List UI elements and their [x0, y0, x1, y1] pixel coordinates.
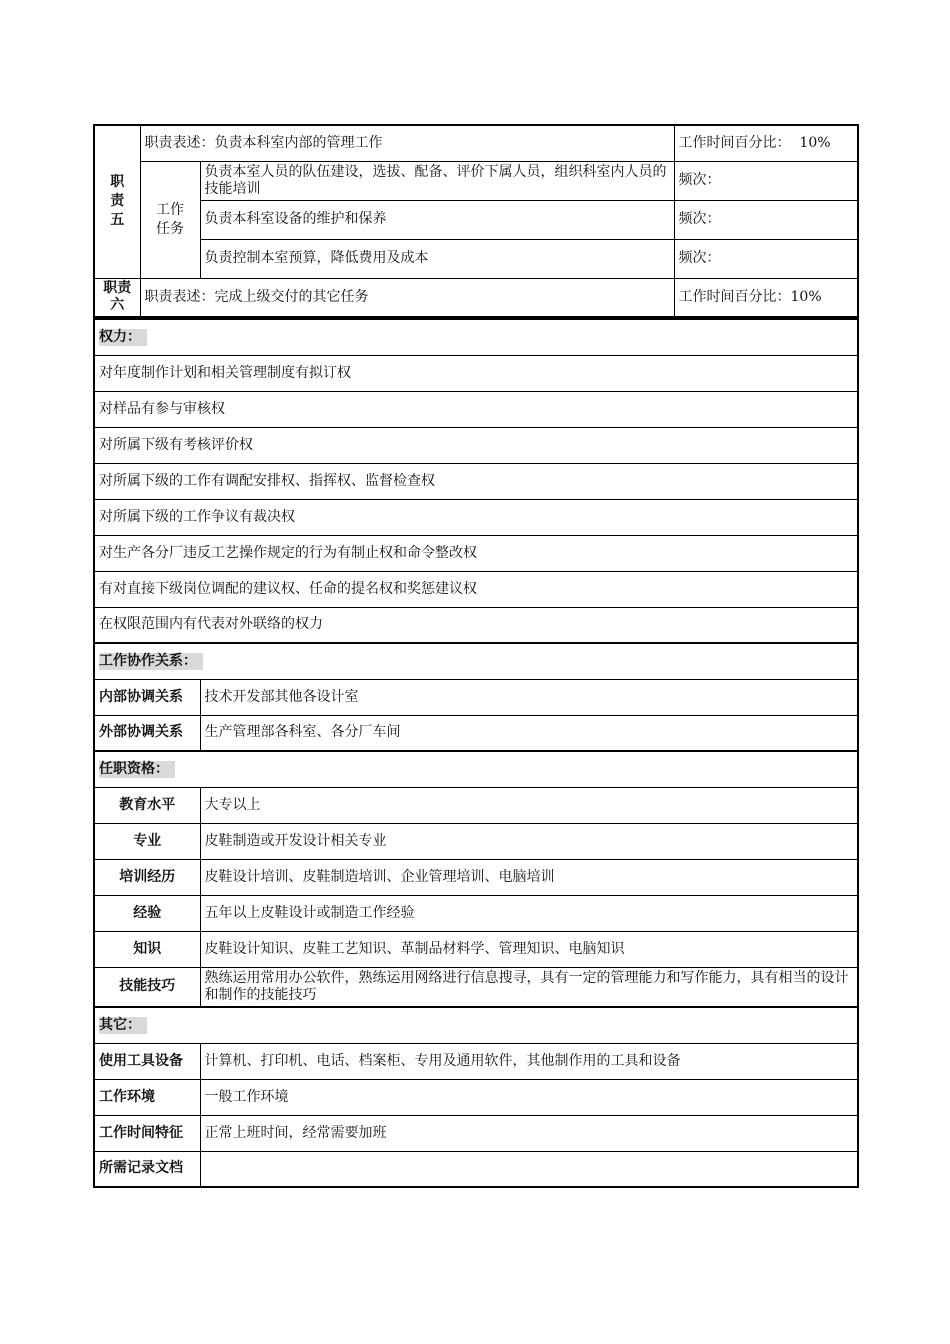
- other-records-value: [200, 1151, 858, 1187]
- duty5-label: 职 责 五: [94, 125, 140, 278]
- other-worktime-value: 正常上班时间，经常需要加班: [200, 1115, 858, 1151]
- qualification-knowledge-label: 知识: [94, 931, 200, 967]
- authority-item: 对生产各分厂违反工艺操作规定的行为有制止权和命令整改权: [94, 535, 858, 571]
- other-tools-value: 计算机、打印机、电话、档案柜、专用及通用软件，其他制作用的工具和设备: [200, 1043, 858, 1079]
- cooperation-external-value: 生产管理部各科室、各分厂车间: [200, 715, 858, 751]
- other-environment-value: 一般工作环境: [200, 1079, 858, 1115]
- other-heading: 其它：: [94, 1007, 858, 1043]
- duty5-task-label: 工作 任务: [140, 161, 200, 278]
- cooperation-heading: 工作协作关系：: [94, 643, 858, 679]
- authority-item: 有对直接下级岗位调配的建议权、任命的提名权和奖惩建议权: [94, 571, 858, 607]
- duty5-description: 职责表述：负责本科室内部的管理工作: [140, 125, 674, 161]
- authority-item: 对样品有参与审核权: [94, 391, 858, 427]
- authority-item: 对所属下级的工作有调配安排权、指挥权、监督检查权: [94, 463, 858, 499]
- other-records-label: 所需记录文档: [94, 1151, 200, 1187]
- duty5-task-1: 负责本室人员的队伍建设，选拔、配备、评价下属人员，组织科室内人员的技能培训: [200, 161, 674, 200]
- other-environment-label: 工作环境: [94, 1079, 200, 1115]
- duty5-task-3: 负责控制本室预算，降低费用及成本: [200, 239, 674, 278]
- qualification-education-label: 教育水平: [94, 787, 200, 823]
- qualification-skills-value: 熟练运用常用办公软件，熟练运用网络进行信息搜寻，具有一定的管理能力和写作能力，具有相当的设计和制作的技能技巧: [200, 967, 858, 1007]
- job-description-table: [93, 318, 859, 1188]
- authority-item: 对所属下级有考核评价权: [94, 427, 858, 463]
- duty5-task-1-frequency: 频次：: [674, 161, 858, 200]
- qualification-skills-label: 技能技巧: [94, 967, 200, 1007]
- cooperation-external-label: 外部协调关系: [94, 715, 200, 751]
- duty-table: [93, 124, 859, 318]
- authority-heading: 权力：: [94, 319, 858, 355]
- duty6-description: 职责表述：完成上级交付的其它任务: [140, 278, 674, 317]
- qualification-major-value: 皮鞋制造或开发设计相关专业: [200, 823, 858, 859]
- other-tools-label: 使用工具设备: [94, 1043, 200, 1079]
- qualification-experience-value: 五年以上皮鞋设计或制造工作经验: [200, 895, 858, 931]
- duty6-time-percent: 工作时间百分比：10%: [674, 278, 858, 317]
- qualification-major-label: 专业: [94, 823, 200, 859]
- duty5-task-3-frequency: 频次：: [674, 239, 858, 278]
- qualification-experience-label: 经验: [94, 895, 200, 931]
- cooperation-internal-value: 技术开发部其他各设计室: [200, 679, 858, 715]
- qualification-training-label: 培训经历: [94, 859, 200, 895]
- cooperation-internal-label: 内部协调关系: [94, 679, 200, 715]
- authority-item: 在权限范围内有代表对外联络的权力: [94, 607, 858, 643]
- duty5-task-2-frequency: 频次：: [674, 200, 858, 239]
- duty5-task-2: 负责本科室设备的维护和保养: [200, 200, 674, 239]
- other-worktime-label: 工作时间特征: [94, 1115, 200, 1151]
- qualification-training-value: 皮鞋设计培训、皮鞋制造培训、企业管理培训、电脑培训: [200, 859, 858, 895]
- authority-item: 对年度制作计划和相关管理制度有拟订权: [94, 355, 858, 391]
- duty6-label: 职责 六: [94, 278, 140, 317]
- duty5-time-percent: 工作时间百分比： 10%: [674, 125, 858, 161]
- qualification-knowledge-value: 皮鞋设计知识、皮鞋工艺知识、革制品材料学、管理知识、电脑知识: [200, 931, 858, 967]
- qualification-heading: 任职资格：: [94, 751, 858, 787]
- authority-item: 对所属下级的工作争议有裁决权: [94, 499, 858, 535]
- qualification-education-value: 大专以上: [200, 787, 858, 823]
